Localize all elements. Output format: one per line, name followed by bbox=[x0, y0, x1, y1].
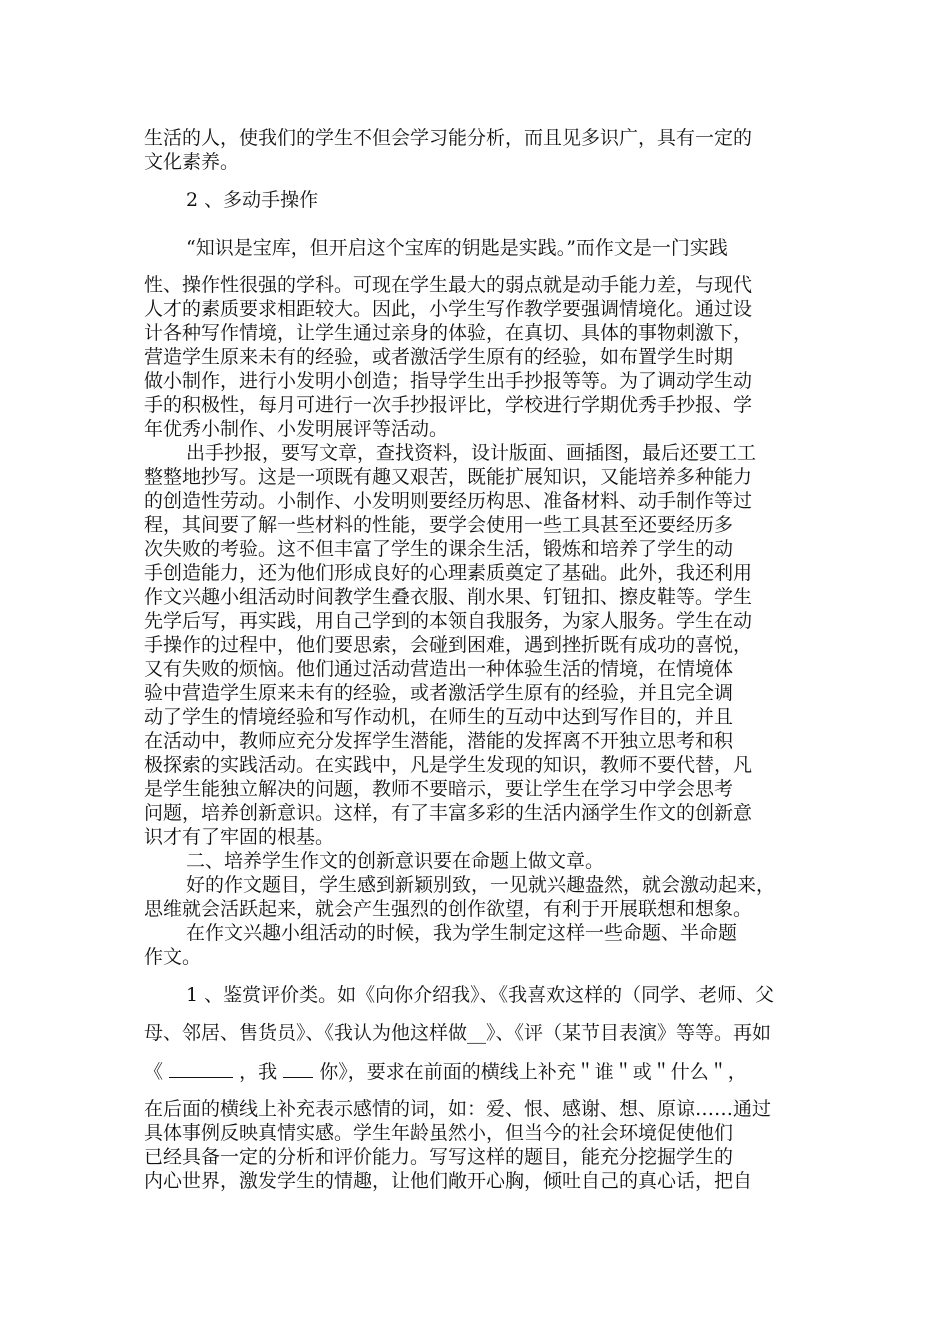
text-line: 内心世界，激发学生的情趣，让他们敞开心胸，倾吐自己的真心话，把自 bbox=[144, 1170, 753, 1192]
text-line: 整整地抄写。这是一项既有趣又艰苦，既能扩展知识，又能培养多种能力 bbox=[144, 466, 753, 488]
text-line: 是学生能独立解决的问题，教师不要暗示，要让学生在学习中学会思考 bbox=[144, 778, 734, 800]
blank-line-text-3: 你》，要求在前面的横线上补充＂谁＂或＂什么＂， bbox=[319, 1061, 747, 1083]
text-line: 先学后写，再实践，用自己学到的本领自我服务，为家人服务。学生在动 bbox=[144, 610, 753, 632]
text-line: 生活的人，使我们的学生不但会学习能分析，而且见多识广，具有一定的 bbox=[144, 127, 753, 149]
blank-underline-1 bbox=[169, 1059, 233, 1078]
text-line: 计各种写作情境，让学生通过亲身的体验，在真切、具体的事物刺激下， bbox=[144, 322, 753, 344]
text-line: 动了学生的情境经验和写作动机，在师生的互动中达到写作目的，并且 bbox=[144, 706, 734, 728]
fill-in-blank-line bbox=[144, 1059, 747, 1084]
text-line: 在活动中，教师应充分发挥学生潜能，潜能的发挥离不开独立思考和积 bbox=[144, 730, 734, 752]
text-line: 文化素养。 bbox=[144, 151, 240, 173]
text-line: 手创造能力，还为他们形成良好的心理素质奠定了基础。此外，我还利用 bbox=[144, 562, 753, 584]
blank-line-text-1: 《 bbox=[144, 1061, 164, 1083]
text-line: 又有失败的烦恼。他们通过活动营造出一种体验生活的情境，在情境体 bbox=[144, 658, 734, 680]
section-heading: 二、培养学生作文的创新意识要在命题上做文章。 bbox=[186, 850, 605, 872]
text-line: 手的积极性，每月可进行一次手抄报评比，学校进行学期优秀手抄报、学 bbox=[144, 394, 753, 416]
text-line: 人才的素质要求相距较大。因此，小学生写作教学要强调情境化。通过设 bbox=[144, 298, 753, 320]
text-line: 做小制作，进行小发明小创造；指导学生出手抄报等等。为了调动学生动 bbox=[144, 370, 753, 392]
text-line: 好的作文题目，学生感到新颖别致，一见就兴趣盎然，就会激动起来， bbox=[186, 874, 776, 896]
blank-underline-2 bbox=[283, 1059, 313, 1078]
section-heading: 2 、多动手操作 bbox=[186, 189, 319, 211]
blank-line-text-2: ，我 bbox=[239, 1061, 278, 1083]
text-line: 手操作的过程中，他们要思索，会碰到困难，遇到挫折既有成功的喜悦， bbox=[144, 634, 753, 656]
text-line: 性、操作性很强的学科。可现在学生最大的弱点就是动手能力差，与现代 bbox=[144, 274, 753, 296]
text-line: 已经具备一定的分析和评价能力。写写这样的题目，能充分挖掘学生的 bbox=[144, 1146, 734, 1168]
text-line: 识才有了牢固的根基。 bbox=[144, 826, 335, 848]
text-line: 的创造性劳动。小制作、小发明则要经历构思、准备材料、动手制作等过 bbox=[144, 490, 753, 512]
text-line: 程，其间要了解一些材料的性能，要学会使用一些工具甚至还要经历多 bbox=[144, 514, 734, 536]
text-line: 在作文兴趣小组活动的时候，我为学生制定这样一些命题、半命题 bbox=[186, 922, 738, 944]
text-line: 问题，培养创新意识。这样，有了丰富多彩的生活内涵学生作文的创新意 bbox=[144, 802, 753, 824]
text-line: 1 、鉴赏评价类。如《向你介绍我》、《我喜欢这样的（同学、老师、父 bbox=[186, 984, 775, 1006]
text-line: 具体事例反映真情实感。学生年龄虽然小，但当今的社会环境促使他们 bbox=[144, 1122, 734, 1144]
text-line: 验中营造学生原来未有的经验，或者激活学生原有的经验，并且完全调 bbox=[144, 682, 734, 704]
text-line: “知识是宝库，但开启这个宝库的钥匙是实践。”而作文是一门实践 bbox=[186, 237, 728, 259]
text-line: 极探索的实践活动。在实践中，凡是学生发现的知识，教师不要代替，凡 bbox=[144, 754, 753, 776]
text-line: 作文兴趣小组活动时间教学生叠衣服、削水果、钉钮扣、擦皮鞋等。学生 bbox=[144, 586, 753, 608]
text-line: 出手抄报，要写文章，查找资料，设计版面、画插图，最后还要工工 bbox=[186, 442, 757, 464]
text-line: 在后面的横线上补充表示感情的词，如：爱、恨、感谢、想、原谅……通过 bbox=[144, 1098, 772, 1120]
text-line: 营造学生原来未有的经验，或者激活学生原有的经验，如布置学生时期 bbox=[144, 346, 734, 368]
text-line: 母、邻居、售货员》、《我认为他这样做__》、《评（某节目表演》等等。再如 bbox=[144, 1022, 772, 1044]
text-line: 作文。 bbox=[144, 946, 202, 968]
text-line: 次失败的考验。这不但丰富了学生的课余生活，锻炼和培养了学生的动 bbox=[144, 538, 734, 560]
text-line: 思维就会活跃起来，就会产生强烈的创作欲望，有利于开展联想和想象。 bbox=[144, 898, 753, 920]
text-line: 年优秀小制作、小发明展评等活动。 bbox=[144, 418, 449, 440]
